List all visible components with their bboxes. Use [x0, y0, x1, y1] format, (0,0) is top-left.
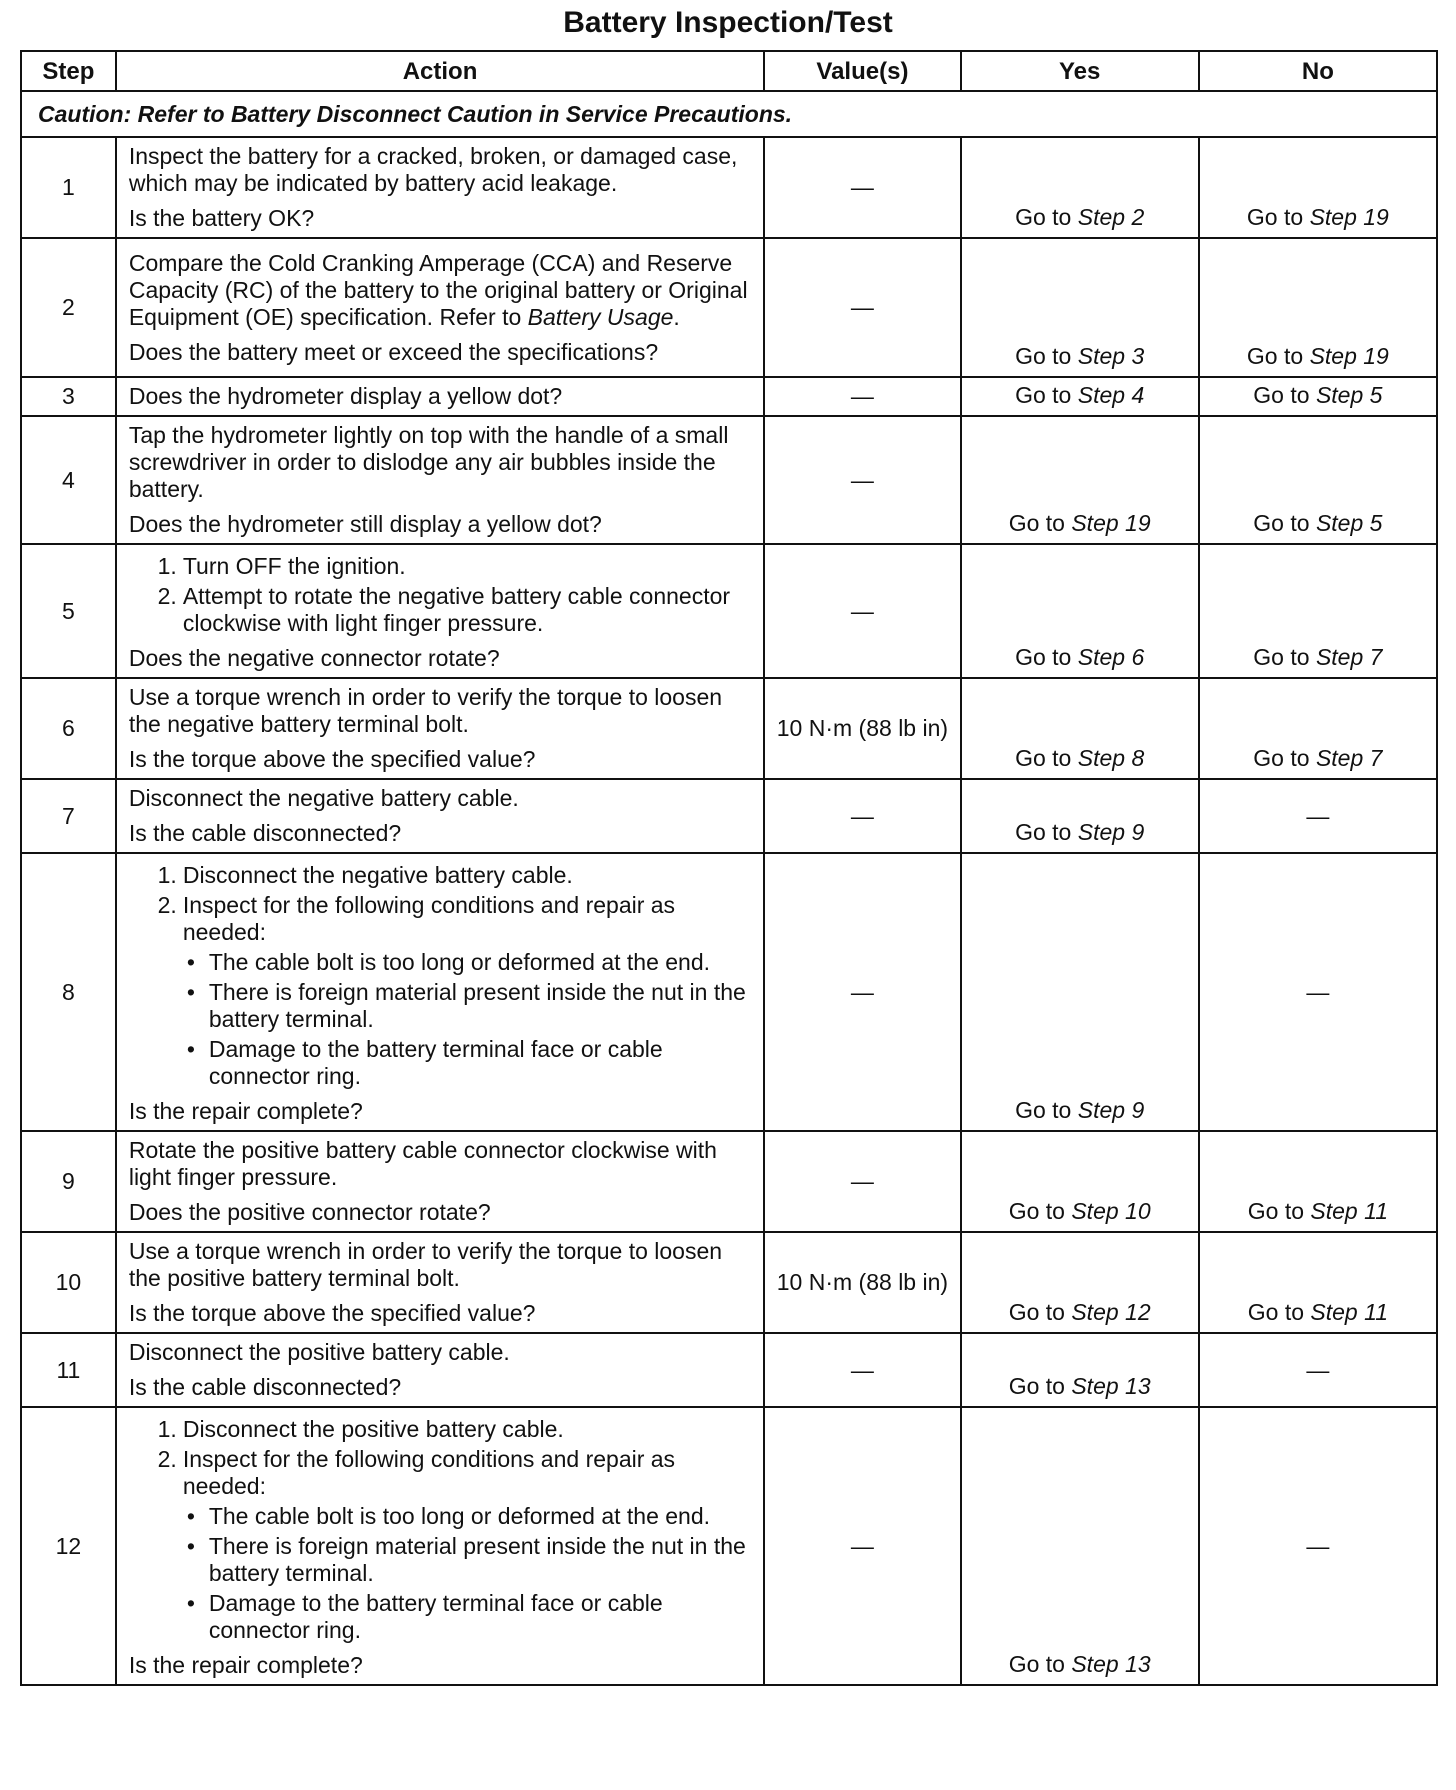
caution-text: Caution: Refer to Battery Disconnect Caution in Service Precautions. [21, 91, 1437, 137]
item-number: 1. [157, 1416, 177, 1442]
header-values: Value(s) [764, 51, 960, 91]
goto-cell [1199, 678, 1437, 779]
step-number: 10 [21, 1232, 116, 1333]
item-number: 1. [157, 553, 177, 579]
header-action: Action [116, 51, 764, 91]
action-cell [116, 544, 764, 678]
step-number: 9 [21, 1131, 116, 1232]
bullet-item [129, 1590, 753, 1644]
item-text: Disconnect the positive battery cable. [182, 1416, 564, 1442]
goto-label: Go to [1015, 745, 1078, 771]
goto-label: Go to [1247, 1198, 1311, 1224]
header-row [21, 51, 1437, 91]
action-reference: Battery Usage [527, 303, 674, 330]
item-text: Attempt to rotate the negative battery cable connector clockwise with light finger pressure. [182, 583, 731, 636]
goto-label: Go to [1015, 819, 1078, 845]
action-cell [116, 137, 764, 238]
value-cell: — [764, 853, 960, 1131]
value-cell: — [764, 544, 960, 678]
bullet-text: There is foreign material present inside the nut in the battery terminal. [208, 979, 746, 1032]
item-text: Inspect for the following conditions and repair as needed: [182, 1446, 676, 1499]
step-number: 2 [21, 238, 116, 377]
action-text: Inspect the battery for a cracked, broken, or damaged case, which may be indicated by battery acid leakage. [128, 143, 738, 196]
action-cell [116, 678, 764, 779]
step-row [21, 544, 1437, 678]
item-text: Turn OFF the ignition. [182, 553, 406, 579]
caution-row [21, 91, 1437, 137]
page-title: Battery Inspection/Test [563, 6, 893, 39]
action-question: Is the repair complete? [128, 1098, 363, 1124]
action-cell [116, 1131, 764, 1232]
header-step: Step [21, 51, 116, 91]
item-number: 2. [157, 583, 177, 609]
numbered-item [129, 1446, 753, 1500]
step-row [21, 853, 1437, 1131]
action-question: Is the repair complete? [128, 1652, 363, 1678]
bullet-item [129, 1503, 753, 1530]
inspection-table [20, 50, 1438, 1686]
action-text: Rotate the positive battery cable connector clockwise with light finger pressure. [128, 1137, 717, 1190]
action-question: Does the negative connector rotate? [128, 645, 500, 671]
step-number: 12 [21, 1407, 116, 1685]
header-yes: Yes [961, 51, 1199, 91]
value-cell: — [764, 1131, 960, 1232]
goto-step: Step 19 [1071, 510, 1151, 536]
step-number: 4 [21, 416, 116, 544]
action-question: Does the positive connector rotate? [128, 1199, 491, 1225]
action-question: Is the battery OK? [128, 205, 315, 231]
step-number: 7 [21, 779, 116, 853]
goto-step: Step 5 [1315, 510, 1383, 536]
goto-label: Go to [1008, 1373, 1072, 1399]
goto-cell [961, 1232, 1199, 1333]
bullet-text: Damage to the battery terminal face or cable connector ring. [208, 1590, 663, 1643]
numbered-item [129, 583, 753, 637]
value-cell: 10 N·m (88 lb in) [764, 1232, 960, 1333]
goto-step: Step 13 [1071, 1651, 1151, 1677]
no-cell: — [1199, 1333, 1437, 1407]
action-question: Does the battery meet or exceed the specifications? [128, 338, 659, 365]
goto-label: Go to [1247, 1299, 1311, 1325]
action-text: Compare the Cold Cranking Amperage (CCA) and Reserve Capacity (RC) of the battery to the original battery or Original Equipment (OE) specification. Refer to Battery Usage. [128, 249, 748, 330]
bullet-text: The cable bolt is too long or deformed at the end. [208, 949, 711, 975]
goto-cell [961, 238, 1199, 377]
no-cell: — [1199, 779, 1437, 853]
goto-label: Go to [1246, 343, 1310, 369]
step-number: 6 [21, 678, 116, 779]
goto-step: Step 9 [1077, 819, 1145, 845]
value-cell: — [764, 238, 960, 377]
action-question: Is the cable disconnected? [128, 820, 402, 846]
bullet-icon: • [186, 1036, 195, 1062]
action-cell [116, 416, 764, 544]
bullet-item [129, 979, 753, 1033]
action-cell [116, 377, 764, 416]
no-cell: — [1199, 1407, 1437, 1685]
action-cell [116, 853, 764, 1131]
action-cell [116, 1232, 764, 1333]
action-question: Is the torque above the specified value? [128, 1300, 536, 1326]
goto-cell [961, 416, 1199, 544]
action-cell [116, 238, 764, 377]
goto-label: Go to [1015, 1097, 1078, 1123]
item-number: 1. [157, 862, 177, 888]
value-cell: — [764, 1333, 960, 1407]
goto-step: Step 4 [1077, 382, 1145, 408]
goto-label: Go to [1253, 745, 1316, 771]
goto-step: Step 5 [1315, 382, 1383, 408]
goto-step: Step 19 [1309, 343, 1389, 369]
action-cell [116, 1333, 764, 1407]
bullet-icon: • [186, 949, 195, 975]
goto-step: Step 10 [1071, 1198, 1151, 1224]
step-number: 1 [21, 137, 116, 238]
goto-label: Go to [1246, 204, 1310, 230]
action-text: Disconnect the negative battery cable. [128, 785, 519, 811]
value-cell: 10 N·m (88 lb in) [764, 678, 960, 779]
action-cell [116, 1407, 764, 1685]
value-cell: — [764, 779, 960, 853]
bullet-icon: • [186, 979, 195, 1005]
goto-label: Go to [1008, 1651, 1072, 1677]
goto-cell [1199, 377, 1437, 416]
action-question: Is the cable disconnected? [128, 1374, 402, 1400]
action-question: Does the hydrometer display a yellow dot? [128, 383, 563, 409]
goto-label: Go to [1253, 644, 1316, 670]
goto-cell [961, 137, 1199, 238]
goto-step: Step 6 [1077, 644, 1145, 670]
numbered-item [129, 892, 753, 946]
header-no: No [1199, 51, 1437, 91]
goto-cell [961, 1131, 1199, 1232]
step-row [21, 137, 1437, 238]
numbered-item [129, 1416, 753, 1443]
step-number: 11 [21, 1333, 116, 1407]
no-cell: — [1199, 853, 1437, 1131]
goto-cell [1199, 1131, 1437, 1232]
value-cell: — [764, 137, 960, 238]
action-cell [116, 779, 764, 853]
step-row [21, 678, 1437, 779]
goto-cell [1199, 416, 1437, 544]
value-cell: — [764, 416, 960, 544]
step-row [21, 1407, 1437, 1685]
bullet-icon: • [186, 1590, 195, 1616]
goto-cell [961, 779, 1199, 853]
step-row [21, 1232, 1437, 1333]
step-row [21, 238, 1437, 377]
goto-label: Go to [1253, 510, 1316, 536]
item-text: Inspect for the following conditions and repair as needed: [182, 892, 676, 945]
bullet-text: Damage to the battery terminal face or cable connector ring. [208, 1036, 663, 1089]
step-number: 3 [21, 377, 116, 416]
goto-cell [961, 377, 1199, 416]
action-question: Is the torque above the specified value? [128, 746, 536, 772]
action-text: Use a torque wrench in order to verify the torque to loosen the negative battery terminal bolt. [128, 684, 723, 737]
bullet-text: The cable bolt is too long or deformed at the end. [208, 1503, 711, 1529]
numbered-item [129, 862, 753, 889]
bullet-text: There is foreign material present inside the nut in the battery terminal. [208, 1533, 746, 1586]
goto-step: Step 11 [1310, 1299, 1388, 1325]
goto-step: Step 3 [1077, 343, 1145, 369]
goto-step: Step 7 [1315, 745, 1383, 771]
value-cell: — [764, 1407, 960, 1685]
step-row [21, 779, 1437, 853]
action-question: Does the hydrometer still display a yellow dot? [128, 511, 602, 537]
bullet-icon: • [186, 1503, 195, 1529]
action-text: Use a torque wrench in order to verify the torque to loosen the positive battery terminal bolt. [128, 1238, 723, 1291]
goto-cell [1199, 238, 1437, 377]
item-number: 2. [157, 892, 177, 918]
bullet-icon: • [186, 1533, 195, 1559]
goto-label: Go to [1015, 382, 1078, 408]
goto-cell [1199, 544, 1437, 678]
numbered-item [129, 553, 753, 580]
goto-label: Go to [1015, 343, 1078, 369]
goto-cell [961, 678, 1199, 779]
goto-step: Step 12 [1071, 1299, 1151, 1325]
goto-cell [961, 1407, 1199, 1685]
goto-label: Go to [1015, 204, 1078, 230]
goto-cell [1199, 1232, 1437, 1333]
goto-cell [961, 1333, 1199, 1407]
goto-cell [961, 544, 1199, 678]
goto-label: Go to [1253, 382, 1316, 408]
goto-step: Step 2 [1077, 204, 1145, 230]
bullet-item [129, 949, 753, 976]
step-number: 8 [21, 853, 116, 1131]
goto-step: Step 8 [1077, 745, 1145, 771]
goto-label: Go to [1008, 1299, 1072, 1325]
goto-label: Go to [1008, 1198, 1072, 1224]
step-row [21, 377, 1437, 416]
goto-cell [1199, 137, 1437, 238]
goto-step: Step 11 [1310, 1198, 1388, 1224]
step-number: 5 [21, 544, 116, 678]
bullet-item [129, 1036, 753, 1090]
item-text: Disconnect the negative battery cable. [182, 862, 573, 888]
goto-label: Go to [1008, 510, 1072, 536]
step-row [21, 416, 1437, 544]
goto-cell [961, 853, 1199, 1131]
goto-step: Step 7 [1315, 644, 1383, 670]
step-row [21, 1333, 1437, 1407]
step-row [21, 1131, 1437, 1232]
bullet-item [129, 1533, 753, 1587]
goto-step: Step 13 [1071, 1373, 1151, 1399]
item-number: 2. [157, 1446, 177, 1472]
goto-label: Go to [1015, 644, 1078, 670]
goto-step: Step 19 [1309, 204, 1389, 230]
action-text: Disconnect the positive battery cable. [128, 1339, 510, 1365]
goto-step: Step 9 [1077, 1097, 1145, 1123]
action-text: Tap the hydrometer lightly on top with the handle of a small screwdriver in order to dislodge any air bubbles inside the battery. [128, 422, 729, 502]
value-cell: — [764, 377, 960, 416]
